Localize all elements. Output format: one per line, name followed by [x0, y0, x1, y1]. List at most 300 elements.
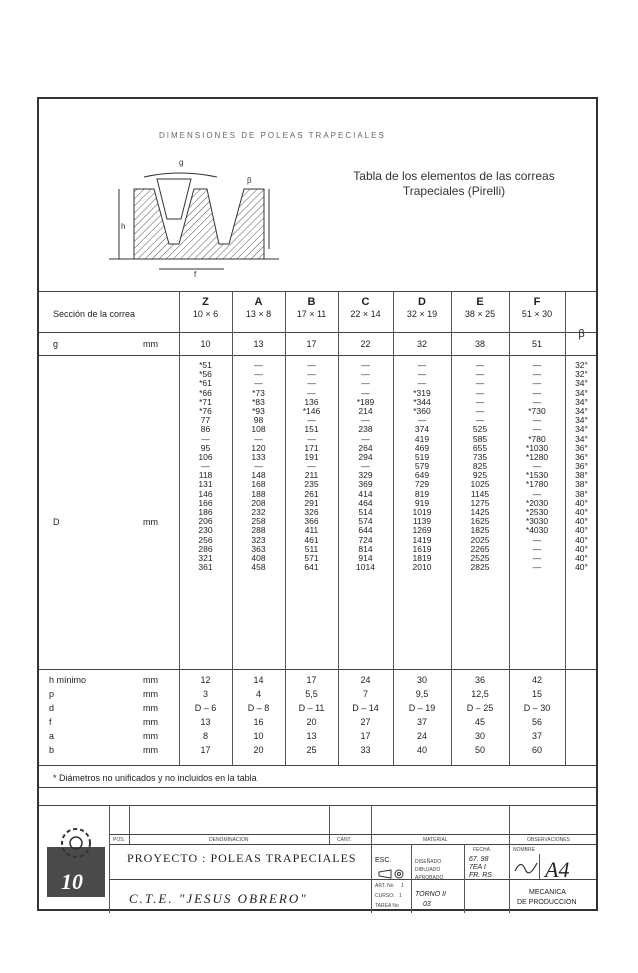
D-value: 2010: [412, 562, 432, 573]
beta-value: 40°: [575, 497, 588, 508]
curso-label: CURSO:: [375, 893, 395, 899]
D-value: 323: [251, 534, 266, 545]
D-value: 264: [358, 442, 373, 453]
tarea-label: TAREA No: [375, 903, 399, 909]
D-value: 133: [251, 451, 266, 462]
row-value: D – 14: [352, 703, 379, 713]
pulley-groove-drawing: [99, 149, 289, 279]
section-a-header: A 13 × 8: [245, 296, 272, 319]
beta-value: 34°: [575, 433, 588, 444]
row-value: 37: [416, 717, 427, 727]
D-value: 131: [198, 479, 213, 490]
D-value: 211: [304, 470, 319, 481]
row-value: 9,5: [415, 689, 429, 699]
g-value: 13: [253, 339, 264, 349]
row-value: 12,5: [471, 689, 489, 699]
D-value: 414: [358, 488, 373, 499]
row-value: 14: [253, 675, 264, 685]
D-value: *61: [199, 378, 212, 389]
dept-line2: DE PRODUCCION: [517, 899, 577, 906]
faint-header-title: DIMENSIONES DE POLEAS TRAPECIALES: [159, 131, 386, 140]
D-column: [285, 361, 338, 572]
row-unit: mm: [143, 717, 158, 727]
D-value: 458: [251, 562, 266, 573]
row-value: 20: [253, 745, 264, 755]
footnote: * Diámetros no unificados y no incluidos en la tabla: [53, 773, 257, 783]
row-value: D – 11: [298, 703, 325, 713]
D-value: —: [307, 387, 316, 398]
D-value: —: [201, 433, 210, 444]
D-value: —: [307, 378, 316, 389]
D-value: —: [532, 387, 542, 398]
D-value: 77: [200, 415, 211, 426]
row-value: 3: [202, 689, 208, 699]
D-value: 819: [414, 488, 430, 499]
D-value: 1145: [470, 488, 490, 499]
D-value: 321: [198, 552, 213, 563]
D-value: —: [361, 378, 370, 389]
D-value: —: [361, 415, 370, 426]
beta-value: 40°: [575, 562, 588, 573]
D-value: —: [361, 369, 370, 380]
beta-value: 34°: [575, 396, 588, 407]
D-value: 191: [304, 451, 319, 462]
beta-value: 40°: [575, 534, 588, 545]
D-value: 825: [472, 461, 488, 472]
row-value: 50: [474, 745, 485, 755]
row-value: 8: [202, 731, 208, 741]
row-value: 37: [531, 731, 542, 741]
row-unit: mm: [143, 689, 158, 699]
svg-text:h: h: [121, 222, 126, 231]
observaciones-col-label: OBSERVACIONES: [527, 837, 570, 843]
D-value: 1269: [412, 525, 432, 536]
D-value: 186: [198, 507, 213, 517]
row-value: D – 6: [194, 703, 217, 713]
beta-value: 36°: [575, 461, 588, 472]
g-label: g: [53, 339, 59, 349]
D-value: 238: [358, 424, 373, 435]
D-value: *2030: [525, 497, 549, 508]
D-value: 579: [414, 461, 430, 472]
esc-label: ESC.: [375, 857, 392, 864]
svg-text:10: 10: [61, 869, 83, 894]
D-column: [393, 361, 451, 572]
row-label: p: [49, 689, 55, 699]
aprobado-label: APROBADO: [415, 875, 444, 881]
D-value: 2265: [470, 543, 490, 554]
D-value: —: [475, 378, 485, 389]
row-unit: mm: [143, 745, 158, 755]
row-value: 4: [255, 689, 261, 699]
D-value: *1280: [525, 451, 549, 462]
D-value: 374: [414, 424, 430, 435]
row-value: 15: [531, 689, 542, 699]
row-value: 13: [306, 731, 317, 741]
title-block-main-rule: [109, 844, 596, 845]
title-divider: [464, 844, 465, 913]
torno-value: TORNO II: [415, 891, 446, 898]
D-value: 291: [304, 497, 319, 508]
D-value: 188: [251, 488, 266, 499]
D-column: [451, 361, 509, 572]
D-value: 95: [200, 442, 211, 453]
row-label: b: [49, 745, 55, 755]
D-value: 326: [304, 507, 319, 517]
D-value: —: [475, 387, 485, 398]
D-value: —: [307, 415, 316, 426]
row-value: 60: [531, 745, 542, 755]
D-value: —: [475, 396, 485, 407]
material-col-label: MATERIAL: [423, 837, 448, 843]
D-value: *83: [252, 396, 265, 407]
art-label: ART. No: [375, 883, 394, 889]
section-d-header: D 32 × 19: [406, 296, 438, 319]
D-value: *66: [199, 387, 212, 398]
row-value: D – 30: [523, 703, 551, 713]
footnote-rule: [39, 787, 596, 788]
beta-value: 40°: [575, 552, 588, 563]
row-value: 30: [416, 675, 427, 685]
beta-value: 36°: [575, 451, 588, 462]
D-value: 232: [251, 507, 266, 517]
D-value: 120: [251, 442, 266, 453]
D-value: 108: [251, 424, 266, 435]
D-value: 208: [251, 497, 266, 508]
row-value: D – 19: [408, 703, 436, 713]
row-value: 24: [360, 675, 371, 685]
D-value: —: [532, 360, 542, 370]
D-value: —: [532, 424, 542, 435]
D-value: —: [254, 369, 263, 380]
beta-value: 36°: [575, 442, 588, 453]
D-value: 118: [198, 470, 213, 481]
drawing-sheet: [37, 97, 598, 911]
row-value: 30: [474, 731, 485, 741]
D-value: 146: [198, 488, 213, 499]
title-divider: [109, 805, 110, 913]
sheet-size: A4: [545, 857, 570, 882]
D-value: —: [254, 360, 263, 370]
D-value: *730: [528, 405, 546, 416]
D-value: 366: [304, 516, 319, 527]
title-divider: [509, 805, 510, 913]
row-value: 13: [200, 717, 211, 727]
D-value: 1139: [412, 516, 432, 527]
D-value: 256: [198, 534, 213, 545]
D-value: —: [307, 360, 316, 370]
D-value: —: [532, 396, 542, 407]
D-value: 151: [304, 424, 319, 435]
row-value: 17: [200, 745, 211, 755]
D-value: 1425: [470, 507, 490, 517]
D-value: —: [532, 415, 542, 426]
title-divider: [329, 805, 330, 844]
dibujado-date: 7EA I: [469, 864, 486, 871]
D-value: 214: [358, 405, 373, 416]
D-value: 1819: [412, 552, 432, 563]
D-value: 363: [251, 543, 266, 554]
D-value: *1030: [525, 442, 549, 453]
D-value: —: [475, 405, 485, 416]
section-f-header: F 51 × 30: [521, 296, 553, 319]
beta-value: 34°: [575, 405, 588, 416]
D-value: 729: [414, 479, 430, 490]
D-value: —: [254, 378, 263, 389]
row-value: 20: [306, 717, 317, 727]
D-value: —: [417, 378, 427, 389]
beta-value: 38°: [575, 470, 588, 481]
row-value: 40: [416, 745, 427, 755]
beta-value: 40°: [575, 516, 588, 527]
D-value: 585: [472, 433, 488, 444]
D-value: 86: [200, 424, 211, 435]
D-column: [232, 361, 285, 572]
D-value: 1019: [412, 507, 432, 517]
row-value: 17: [360, 731, 371, 741]
D-value: 2525: [470, 552, 490, 563]
beta-value: 32°: [575, 360, 588, 370]
project-title: PROYECTO : POLEAS TRAPECIALES: [127, 851, 357, 865]
D-value: *71: [199, 396, 212, 407]
row-unit: mm: [143, 675, 158, 685]
row-value: 56: [531, 717, 542, 727]
row-value: 27: [360, 717, 371, 727]
denominacion-col-label: DENOMINACION: [209, 837, 249, 843]
row-value: 5,5: [305, 689, 318, 699]
g-value: 32: [416, 339, 427, 349]
beta-value: 40°: [575, 507, 588, 517]
D-value: —: [417, 369, 427, 380]
D-value: —: [475, 415, 485, 426]
section-b-header: B 17 × 11: [296, 296, 327, 319]
row-value: 24: [416, 731, 427, 741]
title-block-header-rule: [109, 834, 596, 835]
D-value: 2025: [470, 534, 490, 545]
D-value: —: [201, 461, 210, 472]
row-unit: mm: [143, 731, 158, 741]
row-label: f: [49, 717, 52, 727]
svg-text:f: f: [194, 270, 197, 279]
D-value: *146: [302, 405, 321, 416]
section-c-header: C 22 × 14: [350, 296, 381, 319]
beta-value: 34°: [575, 378, 588, 389]
D-value: 914: [358, 552, 373, 563]
school-logo: [45, 819, 107, 903]
D-value: 1025: [470, 479, 490, 490]
curso-value: 1: [399, 893, 402, 899]
D-value: 1825: [470, 525, 490, 536]
D-label: D: [53, 517, 60, 527]
D-value: 644: [358, 525, 373, 536]
D-value: 288: [251, 525, 266, 536]
title-block-lower-rule: [109, 879, 596, 880]
D-value: 235: [304, 479, 319, 490]
D-value: —: [475, 360, 485, 370]
D-value: 525: [472, 424, 488, 435]
D-value: *360: [413, 405, 431, 416]
beta-value: 34°: [575, 424, 588, 435]
D-value: —: [254, 461, 263, 472]
title-divider: [129, 805, 130, 844]
D-column: [509, 361, 565, 572]
nombre-label: NOMBRE: [513, 847, 535, 853]
D-value: 329: [358, 470, 373, 481]
D-value: *780: [528, 433, 546, 444]
beta-column: [565, 361, 598, 572]
D-value: 1014: [356, 562, 375, 573]
D-value: 166: [198, 497, 213, 508]
D-value: 369: [358, 479, 373, 490]
D-value: *56: [199, 369, 212, 380]
D-unit: mm: [143, 517, 158, 527]
dept-line1: MECANICA: [529, 889, 566, 896]
row-value: 10: [253, 731, 264, 741]
table-title: Tabla de los elementos de las correas Trapeciales (Pirelli): [353, 169, 555, 198]
row-value: 12: [200, 675, 211, 685]
row-value: D – 8: [247, 703, 270, 713]
table-top-rule: [39, 291, 596, 292]
row-value: 45: [474, 717, 485, 727]
D-value: —: [475, 369, 485, 380]
row-label: h mínimo: [49, 675, 87, 685]
D-value: 206: [198, 516, 213, 527]
D-value: —: [254, 433, 263, 444]
title-divider: [539, 854, 540, 879]
g-value: 22: [360, 339, 371, 349]
D-value: —: [361, 387, 370, 398]
title-block-top: [39, 805, 596, 806]
row-value: 16: [253, 717, 264, 727]
D-value: *344: [413, 396, 431, 407]
D-value: 258: [251, 516, 266, 527]
art-value: 1: [401, 883, 404, 889]
D-value: 574: [358, 516, 373, 527]
D-value: 469: [414, 442, 430, 453]
D-value: 461: [304, 534, 319, 545]
D-value: —: [307, 369, 316, 380]
D-value: 1619: [412, 543, 432, 554]
D-value: 1625: [470, 516, 490, 527]
D-value: —: [532, 461, 542, 472]
D-value: —: [532, 378, 542, 389]
D-value: —: [532, 369, 542, 380]
g-value: 38: [474, 339, 485, 349]
D-value: *189: [356, 396, 375, 407]
D-value: 641: [304, 562, 319, 573]
beta-value: 40°: [575, 525, 588, 536]
title-divider: [411, 844, 412, 913]
D-value: 1275: [470, 497, 490, 508]
D-column: [179, 361, 232, 572]
D-value: —: [361, 461, 370, 472]
D-value: —: [532, 488, 542, 499]
row-label: d: [49, 703, 55, 713]
section-e-header: E 38 × 25: [464, 296, 496, 319]
D-value: *1780: [525, 479, 549, 490]
svg-text:β: β: [247, 176, 252, 185]
D-value: 735: [472, 451, 488, 462]
D-value: —: [361, 433, 370, 444]
D-value: 814: [358, 543, 373, 554]
D-value: 464: [358, 497, 373, 508]
D-value: —: [532, 552, 542, 563]
D-value: *319: [413, 387, 431, 398]
cant-col-label: CANT.: [337, 837, 352, 843]
D-value: 168: [251, 479, 266, 490]
section-label: Sección de la correa: [53, 309, 136, 319]
title-divider: [371, 805, 372, 913]
row-value: 33: [360, 745, 371, 755]
section-z-header: Z 10 × 6: [192, 296, 219, 319]
aprobado-date: FR. RS: [469, 872, 492, 879]
beta-value: 38°: [575, 479, 588, 490]
D-value: —: [532, 562, 542, 573]
D-value: 519: [414, 451, 430, 462]
D-value: 98: [253, 415, 264, 426]
D-value: —: [307, 461, 316, 472]
g-value: 17: [306, 339, 317, 349]
D-value: 286: [198, 543, 213, 554]
header-rule: [39, 332, 596, 333]
g-row-rule: [39, 355, 596, 356]
row-label: a: [49, 731, 55, 741]
row-value: D – 25: [466, 703, 494, 713]
D-value: 411: [304, 525, 319, 536]
row-value: 17: [306, 675, 317, 685]
tarea-value: 03: [423, 901, 431, 908]
D-value: *73: [252, 387, 265, 398]
g-unit: mm: [143, 339, 158, 349]
D-value: 724: [358, 534, 373, 545]
fecha-label: FECHA: [473, 847, 490, 853]
D-value: *3030: [525, 516, 549, 527]
D-value: —: [417, 415, 427, 426]
school-name: C.T.E. "JESUS OBRERO": [129, 891, 308, 906]
row-unit: mm: [143, 703, 158, 713]
D-column: [338, 361, 393, 572]
dibujado-label: DIBUJADO: [415, 867, 441, 873]
beta-value: 40°: [575, 543, 588, 554]
D-value: —: [361, 360, 370, 370]
D-value: 919: [414, 497, 430, 508]
row-value: 7: [362, 689, 368, 699]
D-value: 1419: [412, 534, 432, 545]
projection-symbol-icon: [377, 869, 407, 879]
D-value: 655: [472, 442, 488, 453]
D-value: 2825: [470, 562, 490, 573]
D-value: 511: [304, 543, 319, 554]
row-value: 42: [531, 675, 542, 685]
D-value: 925: [472, 470, 488, 481]
D-value: *51: [199, 360, 212, 370]
pos-col-label: POS.: [113, 837, 125, 843]
D-value: *2530: [525, 507, 549, 517]
beta-header: β: [578, 328, 585, 340]
D-value: 294: [358, 451, 373, 462]
D-value: 408: [251, 552, 266, 563]
D-value: 171: [304, 442, 319, 453]
D-value: 106: [198, 451, 213, 462]
D-value: 649: [414, 470, 430, 481]
D-value: —: [532, 543, 542, 554]
disenado-label: DISEÑADO: [415, 859, 442, 865]
D-value: *76: [199, 405, 212, 416]
row-value: 36: [474, 675, 485, 685]
D-value: *1530: [525, 470, 549, 481]
D-value: *93: [252, 405, 265, 416]
beta-value: 34°: [575, 415, 588, 426]
